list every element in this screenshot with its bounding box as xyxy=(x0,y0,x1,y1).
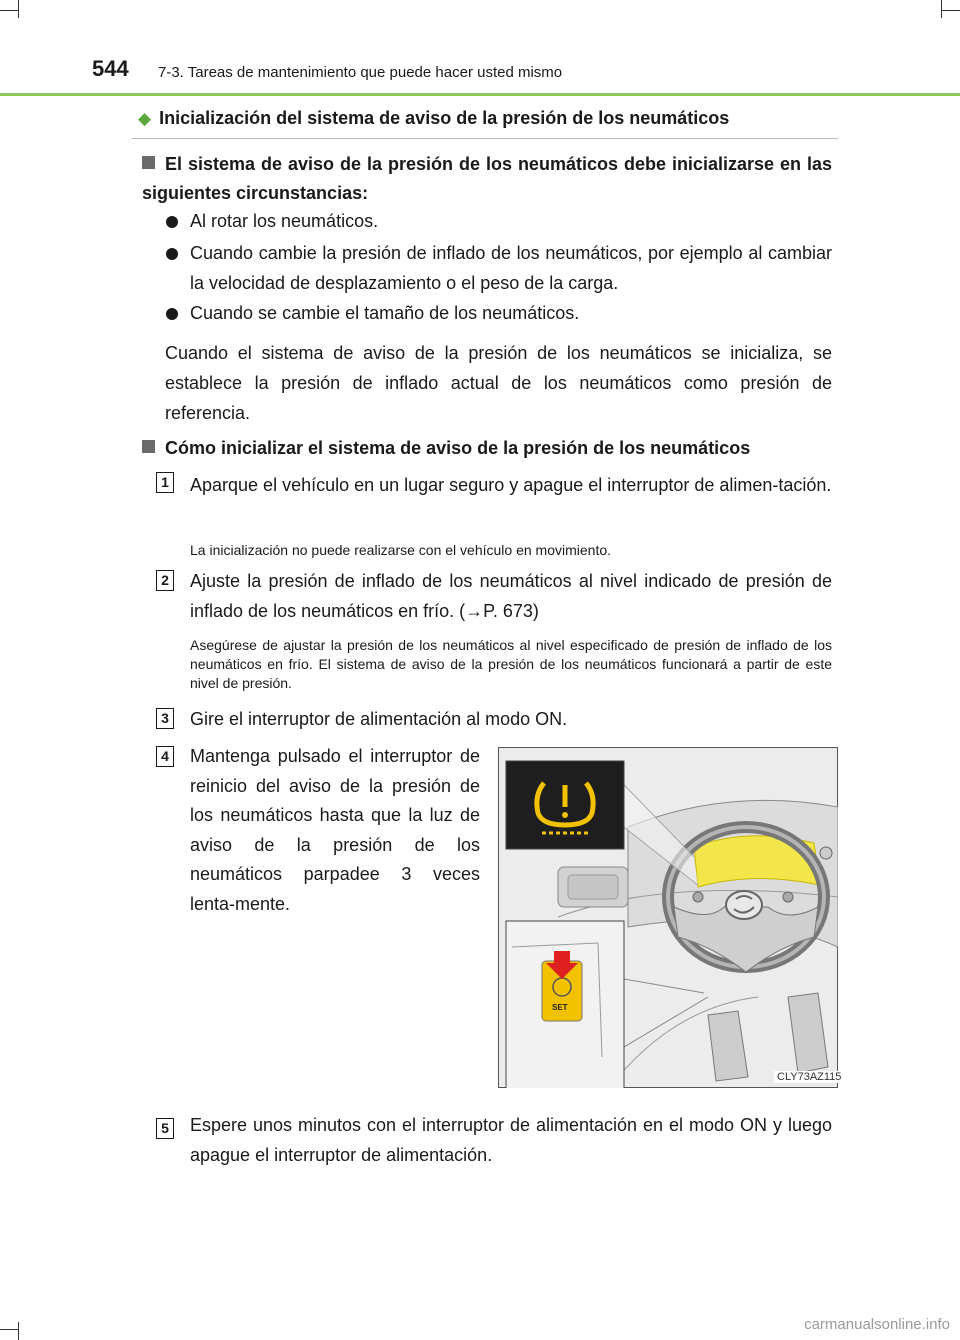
diamond-icon: ◆ xyxy=(138,109,152,128)
dashboard-illustration xyxy=(498,747,838,1088)
chapter-header: 7-3. Tareas de mantenimiento que puede hacer usted mismo xyxy=(158,64,563,81)
step-text: Aparque el vehículo en un lugar seguro y apague el interruptor de alimen-tación. xyxy=(190,475,832,495)
section-rule xyxy=(132,138,838,139)
set-button-label: SET xyxy=(552,1003,568,1012)
bullet-dot-icon xyxy=(166,308,178,320)
dashboard-figure xyxy=(498,747,842,1088)
bullet-item xyxy=(190,238,832,298)
watermark: carmanualsonline.info xyxy=(804,1316,950,1333)
step-number: 1 xyxy=(156,472,174,493)
step-text: Gire el interruptor de alimentación al modo ON. xyxy=(190,709,568,729)
section-title-text: Inicialización del sistema de aviso de la presión de los neumáticos xyxy=(159,108,730,128)
step-number: 3 xyxy=(156,708,174,729)
bullet-dot-icon xyxy=(166,248,178,260)
bullet-text: Al rotar los neumáticos. xyxy=(190,211,379,231)
bullet-text: Cuando cambie la presión de inflado de los neumáticos, por ejemplo al cambiar la velocidad de desplazamiento o el peso de la carga. xyxy=(190,243,832,293)
square-bullet-icon xyxy=(142,156,155,169)
figure-code: CLY73AZ115 xyxy=(774,1071,844,1083)
block2-heading xyxy=(142,434,832,463)
bullet-item xyxy=(190,298,832,328)
step-number: 4 xyxy=(156,746,174,767)
step-number: 2 xyxy=(156,570,174,591)
block1-heading xyxy=(142,150,832,208)
step-text: Espere unos minutos con el interruptor de alimentación en el modo ON y luego apague el interruptor de alimentación. xyxy=(190,1115,832,1165)
section-title xyxy=(138,108,729,129)
block1-paragraph: Cuando el sistema de aviso de la presión de los neumáticos se inicializa, se establece la presión de inflado actual de los neumáticos como presión de referencia. xyxy=(165,343,832,423)
step-note: La inicialización no puede realizarse con el vehículo en movimiento. xyxy=(190,542,612,558)
step-number: 5 xyxy=(156,1118,174,1139)
step-note: Asegúrese de ajustar la presión de los neumáticos al nivel especificado de presión de inflado de los neumáticos en frío. El sistema de aviso de la presión de los neumáticos funcionará a partir de este nivel de presión. xyxy=(190,637,832,691)
square-bullet-icon xyxy=(142,440,155,453)
header-rule xyxy=(0,93,960,96)
bullet-dot-icon xyxy=(166,216,178,228)
step-text: Ajuste la presión de inflado de los neumáticos al nivel indicado de presión de inflado de los neumáticos en frío. (→P. 673) xyxy=(190,571,832,621)
step-text: Mantenga pulsado el interruptor de reinicio del aviso de la presión de los neumáticos hasta que la luz de aviso de la presión de los neumáticos parpadee 3 veces lenta-mente. xyxy=(190,746,480,914)
block2-heading-text: Cómo inicializar el sistema de aviso de la presión de los neumáticos xyxy=(165,438,751,458)
block1-heading-text: El sistema de aviso de la presión de los neumáticos debe inicializarse en las siguientes circunstancias: xyxy=(142,154,832,203)
bullet-text: Cuando se cambie el tamaño de los neumáticos. xyxy=(190,303,580,323)
bullet-item xyxy=(190,206,832,236)
page-number: 544 xyxy=(92,56,129,81)
